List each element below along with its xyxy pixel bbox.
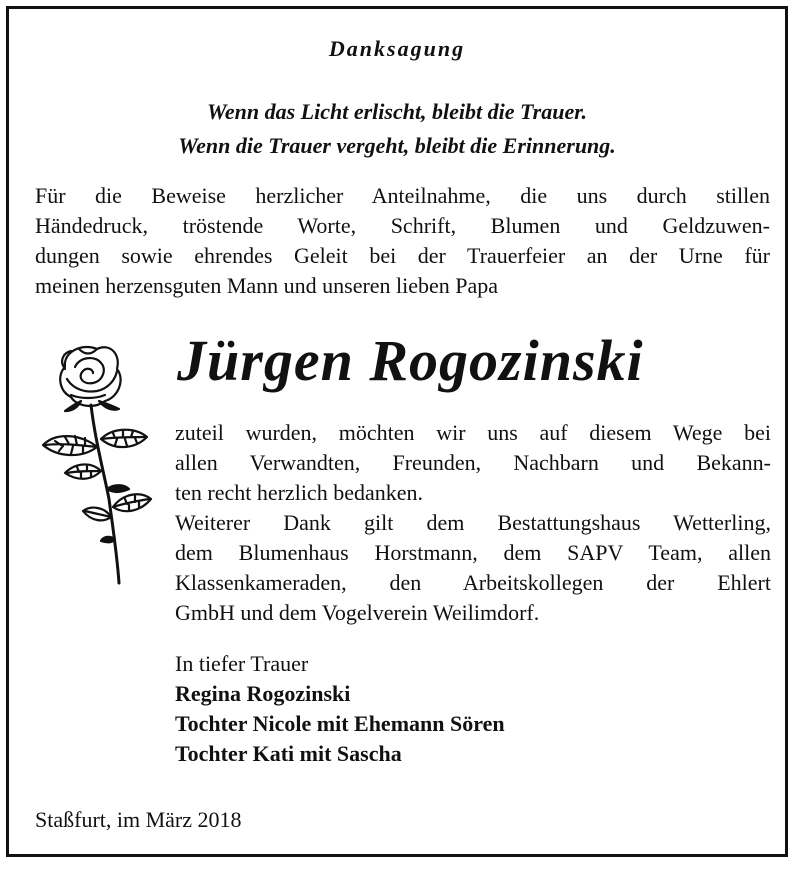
thanks-paragraph: [175, 418, 771, 628]
mourner-name: Tochter Nicole mit Ehemann Sören: [175, 711, 505, 736]
intro-line: meinen herzensguten Mann und unseren lieben Papa: [35, 273, 499, 298]
thanks-line: Weiterer Dank gilt dem Bestattungshaus Wetterling,: [175, 510, 771, 535]
motto: [9, 95, 785, 163]
intro-line: Händedruck, tröstende Worte, Schrift, Blumen und Geldzuwen-: [35, 213, 770, 238]
rose-icon: [35, 339, 160, 589]
motto-line: Wenn die Trauer vergeht, bleibt die Erinnerung.: [178, 133, 616, 158]
intro-line: dungen sowie ehrendes Geleit bei der Trauerfeier an der Urne für: [35, 243, 770, 268]
thanks-line: dem Blumenhaus Horstmann, dem SAPV Team, allen: [175, 540, 771, 565]
thanks-line: allen Verwandten, Freunden, Nachbarn und Bekann-: [175, 450, 771, 475]
intro-paragraph: [35, 181, 770, 301]
mourner-name: Tochter Kati mit Sascha: [175, 741, 402, 766]
deceased-name: Jürgen Rogozinski: [177, 328, 644, 393]
thanks-line: Klassenkameraden, den Arbeitskollegen der Ehlert: [175, 570, 771, 595]
mourner-name: Regina Rogozinski: [175, 681, 351, 706]
mourning-label: In tiefer Trauer: [175, 651, 309, 676]
heading: Danksagung: [328, 36, 466, 61]
thanks-line: zuteil wurden, möchten wir uns auf diesem Wege bei: [175, 420, 771, 445]
signature-block: [175, 649, 505, 769]
motto-line: Wenn das Licht erlischt, bleibt die Trauer.: [206, 99, 588, 124]
obituary-notice: [6, 6, 788, 857]
thanks-line: GmbH und dem Vogelverein Weilimdorf.: [175, 600, 540, 625]
intro-line: Für die Beweise herzlicher Anteilnahme, die uns durch stillen: [35, 183, 770, 208]
place-date: Staßfurt, im März 2018: [35, 807, 242, 832]
thanks-line: ten recht herzlich bedanken.: [175, 480, 423, 505]
